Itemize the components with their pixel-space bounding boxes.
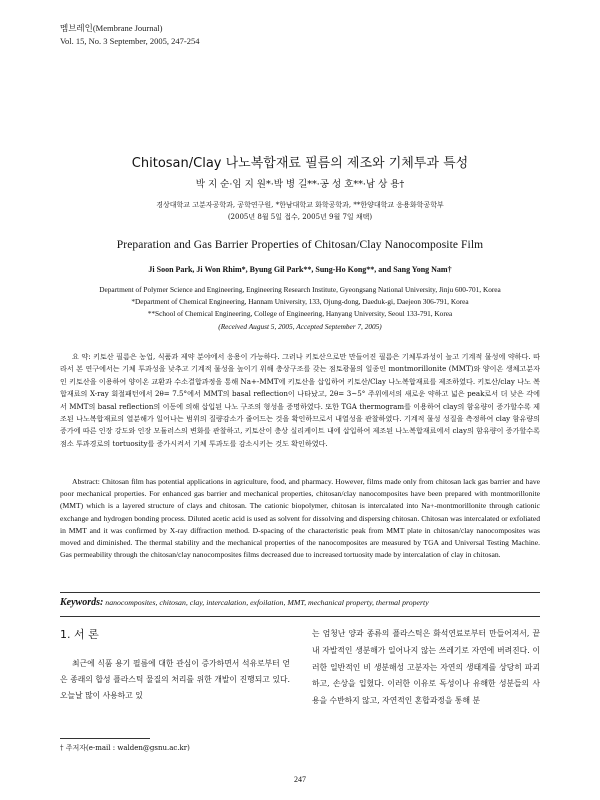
keywords-bottom-rule (60, 616, 540, 617)
affiliation-line-2: *Department of Chemical Engineering, Hannam University, 133, Ojung-dong, Daeduk-gi, Daejeon 306-791, Korea (131, 297, 469, 307)
title-english: Preparation and Gas Barrier Properties of Chitosan/Clay Nanocomposite Film (116, 239, 484, 251)
abstract-english-text: Abstract: Chitosan film has potential applications in agriculture, food, and pharmacy. However, films made only from chitosan lack gas barrier and have poor mechanical properties. For enhanced gas barrier and mechanical properties, chitosan/clay nanocomposites have been prepared with montmorillonite (MMT) which is a layered structure of clays and chitosan. The cationic biopolymer, chitosan is intercalated into Na+-montmorillonite through cationic exchange and hydrogen bonding process. Diluted acetic acid is used as solvent for dissolving and dispersing chitosan. Chitosan was intercalated or exfoliated in MMT and it was confirmed by X-ray diffraction method. D-spacing of the characteristic peak from MMT plate in chitosan/clay nanocomposites was moved and diminished. The thermal stability and the mechanical properties of the nanocomposites are measured by TGA and Universal Testing Machine. Gas permeability through the chitosan/clay nanocomposites films decreased due to increased tortuosity made by intercalation of clay in chitosan. (60, 477, 540, 560)
received-dates: (Received August 5, 2005, Accepted September 7, 2005) (218, 321, 382, 331)
dates-korean: (2005년 8월 5일 접수, 2005년 9월 7일 채택) (227, 213, 373, 221)
affiliation-line-3: **School of Chemical Engineering, College of Engineering, Hanyang University, Seoul 133-791, Korea (147, 309, 453, 319)
abstract-english (60, 476, 540, 561)
title-korean: Chitosan/Clay 나노복합재료 필름의 제조와 기체투과 특성 (131, 156, 469, 171)
journal-name: 멤브레인(Membrane Journal) (60, 23, 163, 33)
affiliation-korean (0, 199, 600, 223)
abstract-korean (60, 351, 540, 450)
keywords-text: nanocomposites, chitosan, clay, intercalation, exfoilation, MMT, mechanical property, thermal property (105, 598, 429, 607)
body-paragraph: 최근에 식품 용기 필름에 대한 관심이 증가하면서 석유로부터 얻은 종래의 합성 플라스틱 물질의 처리를 위한 개발이 진행되고 있다. 오늘날 많이 사용하고 있 (60, 659, 290, 700)
journal-volume: Vol. 15, No. 3 September, 2005, 247-254 (60, 36, 200, 46)
body-right-column (312, 626, 540, 710)
keywords-top-rule (60, 592, 540, 593)
footnote-rule (60, 738, 150, 739)
page-number: 247 (294, 775, 306, 784)
authors-korean: 박 지 순·임 지 원*·박 병 길**·공 성 호**·남 상 용† (195, 179, 405, 190)
abstract-korean-text: 요 약: 키토산 필름은 농업, 식품과 제약 분야에서 응용이 가능하다. 그러나 키토산으로만 만들어진 필름은 기체투과성이 높고 기계적 물성에 약하다. 따라서 본 연구에서는 기체 투과성을 낮추고 기계적 물성을 높이기 위해 층상구조를 갖는 점토광물의 일종인 montmorillonite (MMT)와 양이온 생체고분자인 키토산을 이용하여 양이온 교환과 수소결합과정을 통해 Na+-MMT에 키토산을 삽입하여 키토산/Clay 나노복합재료를 제조하였다. 키토산/clay 나노 복합재료의 X-ray 회절패턴에서 2θ= 7.5°에서 MMT의 basal reflection이 나타났고, 2θ= 3~5° 주위에서의 새로운 약하고 넓은 peak로서 더 낮은 각에서 MMT의 basal reflection의 이동에 의해 삽입된 나노 구조의 형성을 증명하였다. 또한 TGA thermogram를 이용하여 clay의 함유량이 증가할수록 제조된 나노복합재료의 열분해가 일어나는 범위의 질량감소가 줄어드는 것을 확인하므로서 내열성을 관찰하였다. 기계적 물성 성질을 측정하여 clay 함유량의 증가에 따른 인장 강도와 인장 모듈러스의 변화를 관찰하고, 키토산이 층상 실리케이트 내에 삽입하여 제조된 나노복합재료에서 clay의 함유량이 증가할수록 점소 투과경로의 tortuosity를 증가시켜서 기체 투과도를 감소시키는 것도 확인하였다. (60, 352, 540, 448)
affiliation-english (0, 284, 600, 333)
keywords-label: Keywords: (60, 597, 104, 608)
affiliation-line-1: Department of Polymer Science and Engineering, Engineering Research Institute, Gyeongsang National University, Jinju 600-701, Korea (99, 285, 501, 294)
authors-english: Ji Soon Park, Ji Won Rhim*, Byung Gil Park**, Sung-Ho Kong**, and Sang Yong Nam† (148, 265, 452, 274)
footnote: † 주저자(e-mail : walden@gsnu.ac.kr) (60, 744, 190, 752)
affiliation-korean-line: 경상대학교 고분자공학과, 공학연구원, *한남대학교 화학공학과, **한양대학교 응용화학공학부 (156, 201, 444, 209)
journal-header (60, 22, 200, 48)
body-paragraph: 는 엄청난 양과 종류의 플라스틱은 화석연료로부터 만들어져서, 끝내 자발적인 생분해가 일어나지 않는 쓰레기로 자연에 버려진다. 이러한 일반적인 비 생분해성 고분자는 자연의 생태계를 상당히 파괴하고, 손상을 입혔다. 이러한 이유로 독성이나 유해한 성분들의 사용을 수반하지 않고, 자연적인 혼합과정을 통해 분 (312, 629, 540, 706)
section-heading: 1. 서 론 (60, 628, 99, 641)
keywords (60, 597, 540, 608)
body-left-column (60, 656, 290, 704)
